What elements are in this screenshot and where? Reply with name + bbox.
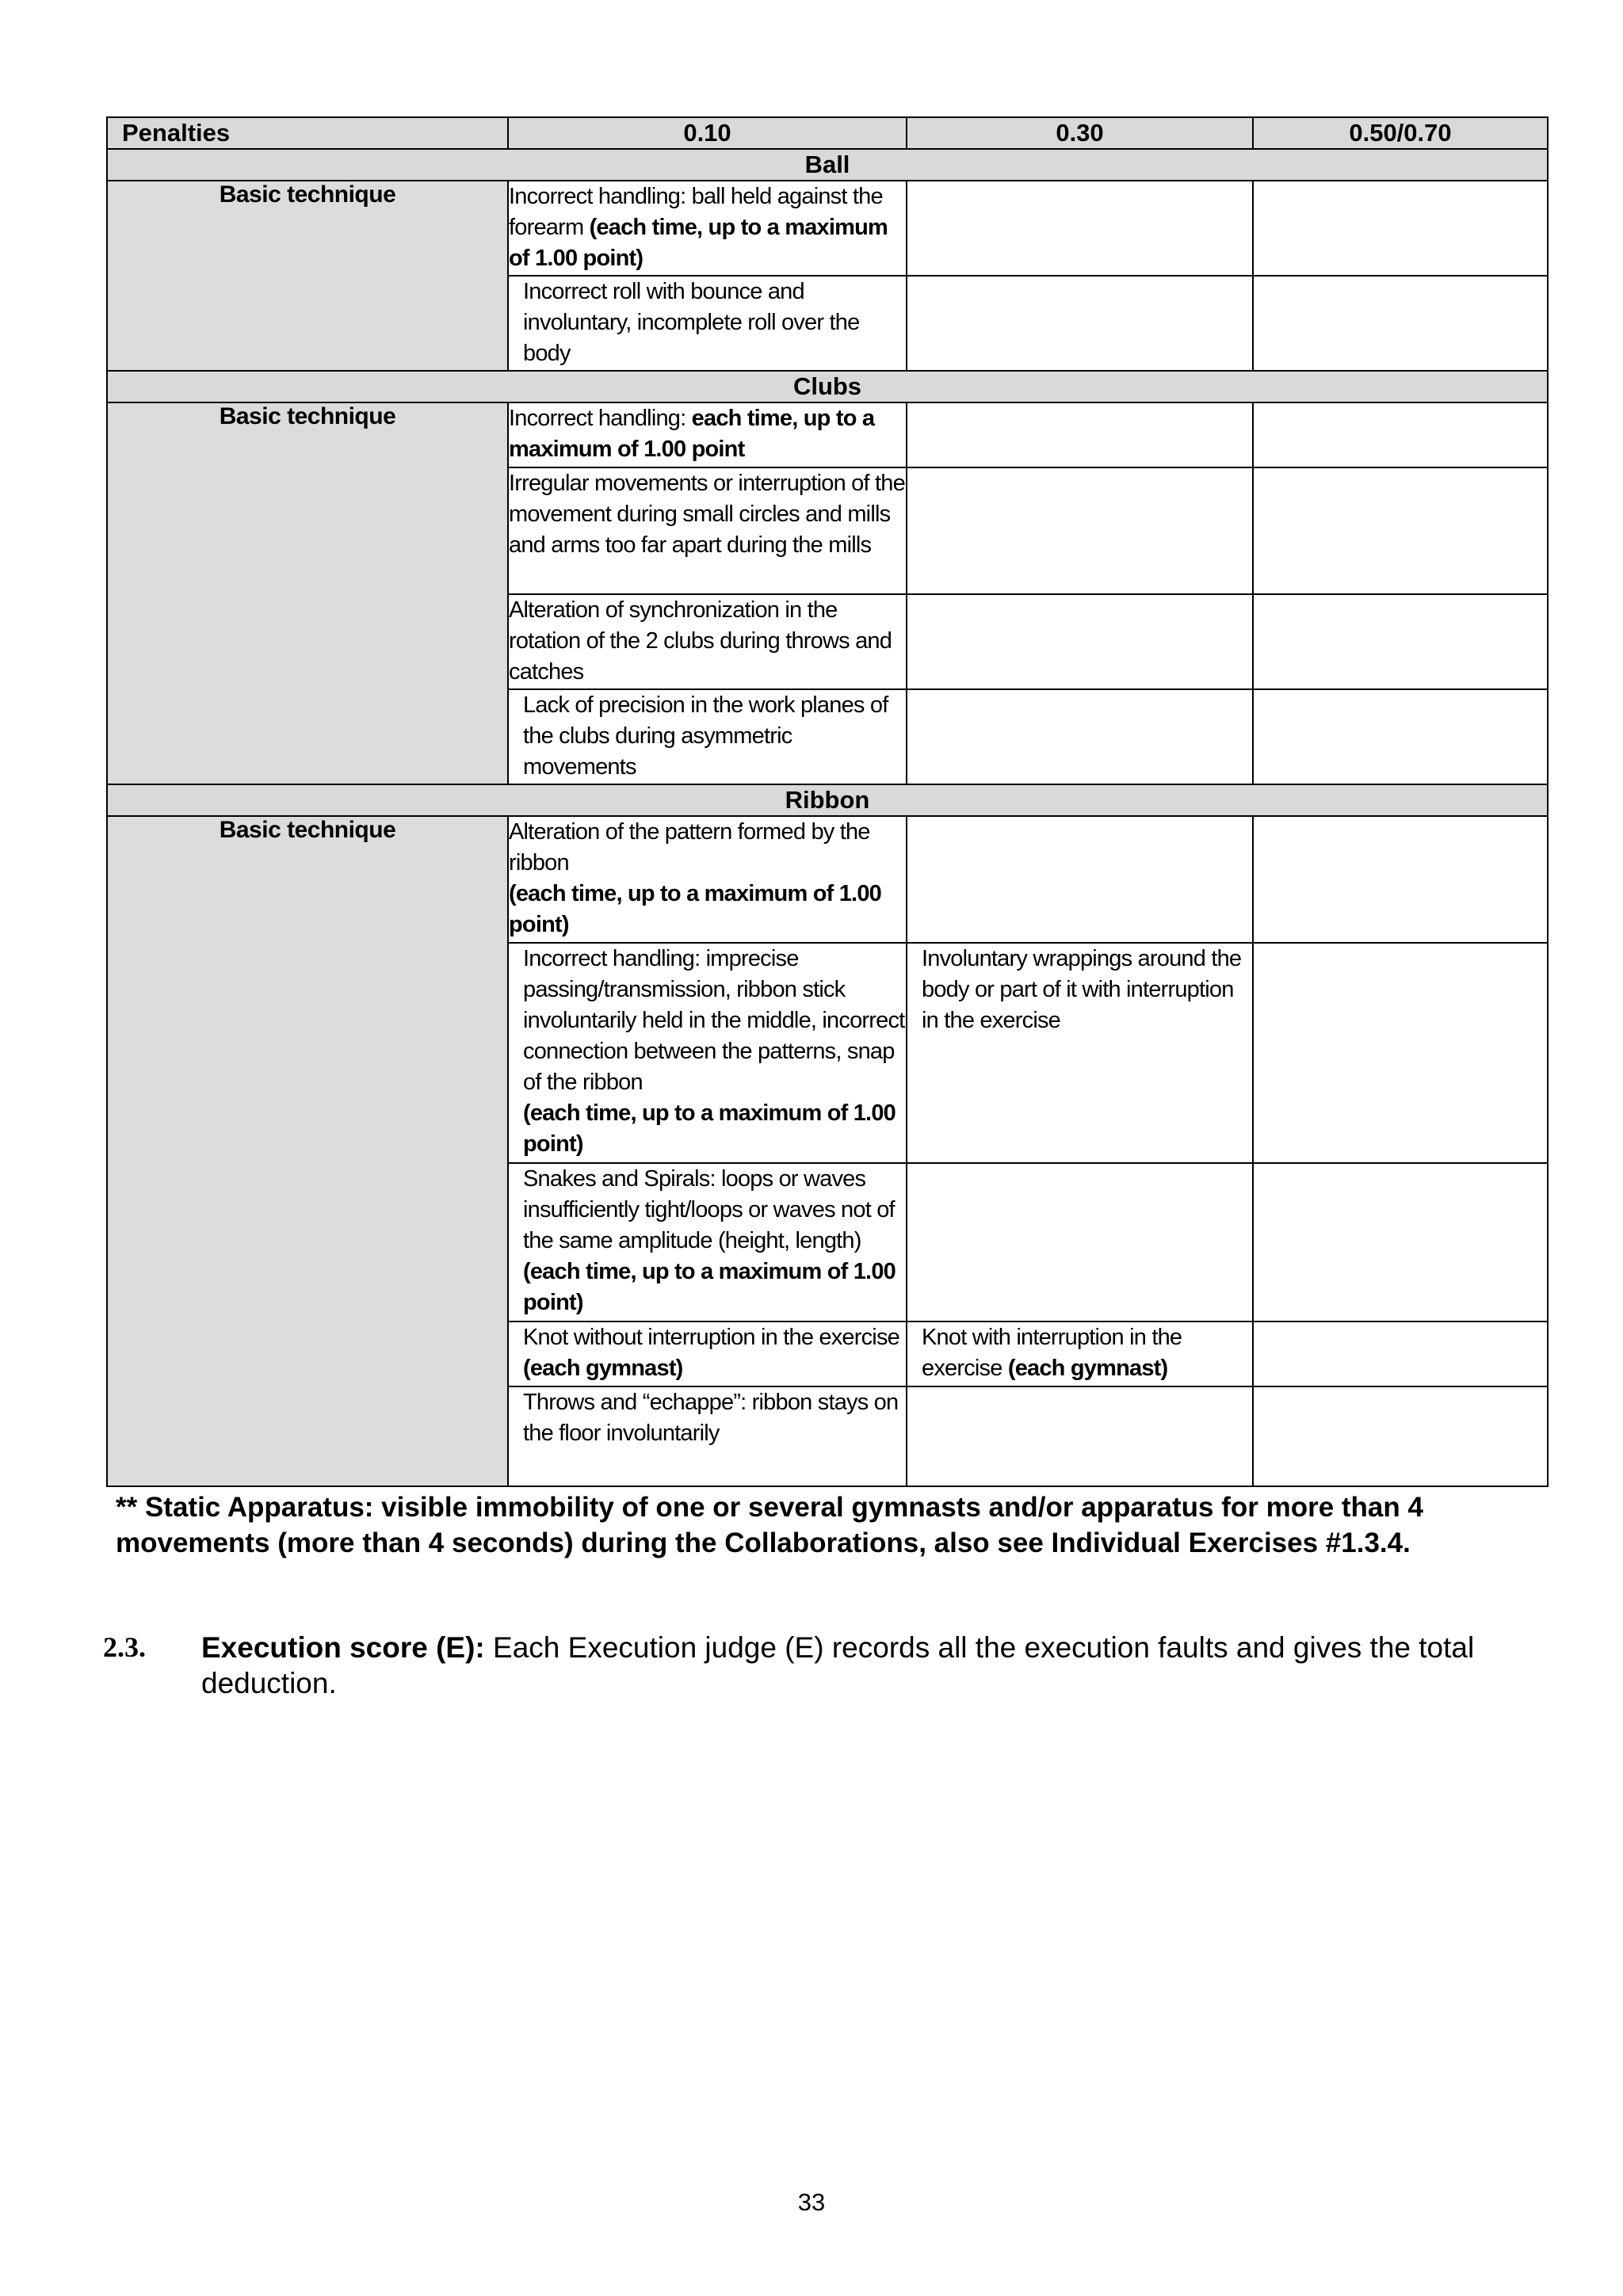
- penalty-030-cell: [907, 689, 1253, 784]
- penalty-050-cell: [1253, 276, 1548, 371]
- penalty-010-cell: Incorrect handling: each time, up to a maximum of 1.00 point: [508, 402, 907, 467]
- row-label-basic-technique: Basic technique: [107, 181, 508, 371]
- execution-score-section: [103, 1630, 1498, 1701]
- penalty-030-cell: [907, 402, 1253, 467]
- penalty-030-cell: Knot with interruption in the exercise (each gymnast): [907, 1322, 1253, 1386]
- penalty-010-cell: Snakes and Spirals: loops or waves insufficiently tight/loops or waves not of the same amplitude (height, length) (each time, up to a maximum of 1.00 point): [508, 1163, 907, 1322]
- penalty-050-cell: [1253, 943, 1548, 1163]
- penalty-010-cell: Alteration of synchronization in the rotation of the 2 clubs during throws and catches: [508, 594, 907, 689]
- section-row-ribbon: [107, 784, 1548, 816]
- table-row: [107, 402, 1548, 467]
- section-row-ball: [107, 149, 1548, 181]
- penalties-table: [106, 116, 1549, 1487]
- penalty-010-cell: Incorrect handling: imprecise passing/transmission, ribbon stick involuntarily held in the middle, incorrect connection between the patterns, snap of the ribbon (each time, up to a maximum of 1.00 point): [508, 943, 907, 1163]
- penalty-030-cell: [907, 1386, 1253, 1486]
- penalty-010-cell: Knot without interruption in the exercise (each gymnast): [508, 1322, 907, 1386]
- table-row: [107, 181, 1548, 276]
- section-row-clubs: [107, 371, 1548, 402]
- penalty-010-cell: Alteration of the pattern formed by the ribbon (each time, up to a maximum of 1.00 point): [508, 816, 907, 943]
- penalty-050-cell: [1253, 689, 1548, 784]
- table-row: [107, 816, 1548, 943]
- row-label-basic-technique: Basic technique: [107, 816, 508, 1486]
- penalty-030-cell: Involuntary wrappings around the body or part of it with interruption in the exercise: [907, 943, 1253, 1163]
- penalty-050-cell: [1253, 467, 1548, 594]
- table-header-row: [107, 117, 1548, 149]
- penalty-030-cell: [907, 467, 1253, 594]
- penalty-030-cell: [907, 1163, 1253, 1322]
- penalty-050-cell: [1253, 181, 1548, 276]
- execution-score-text: [201, 1630, 1498, 1701]
- penalty-050-cell: [1253, 1322, 1548, 1386]
- penalty-010-cell: Lack of precision in the work planes of the clubs during asymmetric movements: [508, 689, 907, 784]
- section-title-clubs: Clubs: [107, 371, 1548, 402]
- penalty-010-cell: Irregular movements or interruption of the movement during small circles and mills and arms too far apart during the mills: [508, 467, 907, 594]
- penalty-010-cell: Incorrect roll with bounce and involuntary, incomplete roll over the body: [508, 276, 907, 371]
- header-050-070: 0.50/0.70: [1253, 117, 1548, 149]
- page-number: 33: [797, 2188, 826, 2216]
- penalty-030-cell: [907, 276, 1253, 371]
- penalty-010-cell: Incorrect handling: ball held against the forearm (each time, up to a maximum of 1.00 point): [508, 181, 907, 276]
- execution-score-title: Execution score (E):: [201, 1631, 485, 1664]
- penalty-030-cell: [907, 816, 1253, 943]
- header-030: 0.30: [907, 117, 1253, 149]
- penalty-030-cell: [907, 181, 1253, 276]
- static-apparatus-note: ** Static Apparatus: visible immobility of one or several gymnasts and/or apparatus for more than 4 movements (more than 4 seconds) during the Collaborations, also see Individual Exercises #1.3.4.: [116, 1492, 1423, 1558]
- penalty-050-cell: [1253, 402, 1548, 467]
- execution-score-description: Each Execution judge (E) records all the execution faults and gives the total deduction.: [201, 1631, 1475, 1699]
- section-title-ball: Ball: [107, 149, 1548, 181]
- header-penalties: Penalties: [107, 117, 508, 149]
- row-label-basic-technique: Basic technique: [107, 402, 508, 784]
- penalty-050-cell: [1253, 1386, 1548, 1486]
- section-title-ribbon: Ribbon: [107, 784, 1548, 816]
- penalty-050-cell: [1253, 594, 1548, 689]
- section-number: 2.3.: [103, 1631, 146, 1663]
- penalty-050-cell: [1253, 1163, 1548, 1322]
- penalty-050-cell: [1253, 816, 1548, 943]
- penalty-030-cell: [907, 594, 1253, 689]
- penalty-010-cell: Throws and “echappe”: ribbon stays on the floor involuntarily: [508, 1386, 907, 1486]
- header-010: 0.10: [508, 117, 907, 149]
